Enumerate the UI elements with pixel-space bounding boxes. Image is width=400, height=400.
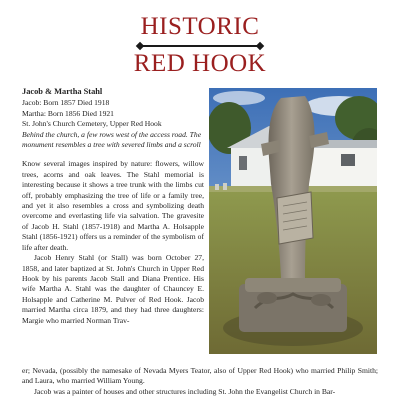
divider-bar: [141, 45, 259, 47]
paragraph-daughters: er; Nevada, (possibly the namesake of Nevada Myers Teator, also of Upper Red Hook) who married Philip Smith; and Laura, who married William Young.: [22, 366, 378, 386]
meta-location: St. John's Church Cemetery, Upper Red Hook: [22, 119, 162, 129]
photo-location-caption: Behind the church, a few rows west of the access road. The monument resembles a tree with severed limbs and a scroll: [22, 129, 202, 150]
masthead-red-hook: RED HOOK: [133, 50, 267, 77]
masthead: [0, 14, 400, 76]
article-heading: Jacob & Martha Stahl: [22, 87, 103, 96]
paragraph-symbolism: Know several images inspired by nature: flowers, willow trees, acorns and oak leaves. The Stahl memorial is interesting because it shows a tree trunk with the limbs cut off, probably emphasizing the tree of life or a family tree, and yet it also resembles a cross and symbolizing death overcome and everlasting life via salvation. The gravesite of Jacob H. Stahl (1857-1918) and Martha A. Holsapple Stahl (1856-1921) offers us a reminder of the symbolism of life after death.: [22, 159, 204, 252]
masthead-historic: HISTORIC: [140, 13, 260, 40]
masthead-divider: [135, 43, 265, 49]
article-left-column: [22, 87, 204, 326]
divider-right-diamond: [256, 42, 264, 50]
monument-photo: [209, 88, 377, 354]
meta-jacob: Jacob: Born 1857 Died 1918: [22, 98, 110, 108]
paragraph-biography: Jacob Henry Stahl (or Stall) was born October 27, 1858, and later baptized at St. John's Church in Upper Red Hook by his parents Jacob Stall and Diana Prentice. His wife Martha A. Stahl was the daughter of Chauncey E. Holsapple and Catherine M. Pulver of Red Hook. Jacob married Martha circa 1879, and they had three daughters: Margie who married Norman Trav-: [22, 253, 204, 325]
meta-martha: Martha: Born 1856 Died 1921: [22, 108, 114, 118]
article-full-width-text: [22, 366, 378, 397]
paragraph-occupation: Jacob was a painter of houses and other structures including St. John the Evangelist Church in Bar-: [34, 386, 336, 396]
